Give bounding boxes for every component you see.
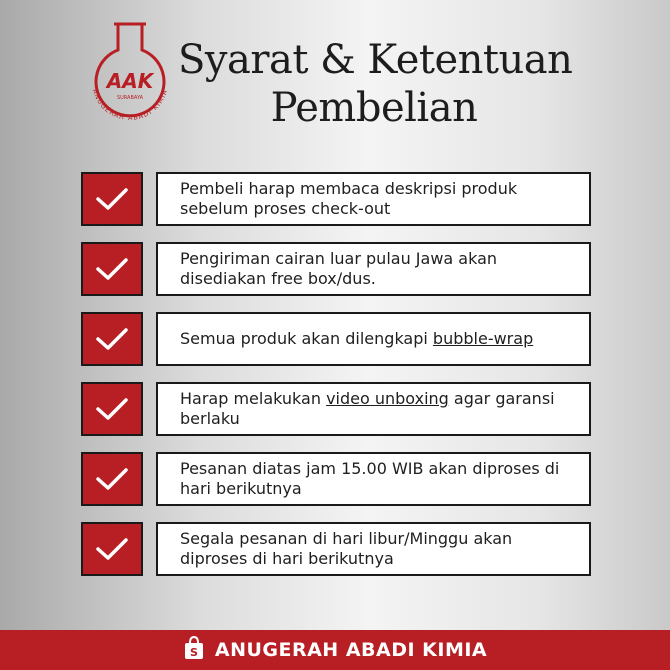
term-text: Harap melakukan video unboxing agar garansi berlaku [180, 389, 555, 428]
term-text-box [156, 382, 591, 436]
term-row [81, 242, 591, 296]
term-text-box [156, 312, 591, 366]
term-text-box [156, 172, 591, 226]
brand-logo [82, 20, 178, 132]
term-text-box [156, 242, 591, 296]
underlined-term: bubble-wrap [432, 329, 534, 348]
terms-list [81, 172, 591, 592]
checkmark-icon [81, 242, 143, 296]
term-text-box [156, 452, 591, 506]
term-row [81, 382, 591, 436]
term-row [81, 522, 591, 576]
term-text: Segala pesanan di hari libur/Minggu akan diproses di hari berikutnya [180, 529, 513, 568]
checkmark-icon [81, 522, 143, 576]
logo-city: SURABAYA [116, 95, 144, 101]
term-row [81, 452, 591, 506]
title-line-2: Pembelian [270, 85, 478, 131]
underlined-term: video unboxing [326, 389, 449, 408]
checkmark-icon [81, 382, 143, 436]
term-text-box [156, 522, 591, 576]
title-line-1: Syarat & Ketentuan [178, 37, 573, 83]
term-row [81, 172, 591, 226]
checkmark-icon [81, 172, 143, 226]
checkmark-icon [81, 312, 143, 366]
logo-ring-text: ANUGERAH ABADI KIMIA [90, 88, 170, 123]
svg-text:S: S [189, 646, 198, 659]
term-text: Pesanan diatas jam 15.00 WIB akan diproses di hari berikutnya [180, 459, 560, 498]
footer-banner [0, 630, 670, 670]
svg-text:ANUGERAH ABADI KIMIA [91, 88, 169, 122]
logo-mark: AAK [106, 69, 154, 93]
page-title [178, 36, 573, 132]
term-text: Semua produk akan dilengkapi bubble-wrap [180, 329, 534, 348]
shopping-bag-icon [183, 636, 205, 664]
footer-brand: ANUGERAH ABADI KIMIA [214, 639, 488, 661]
term-row [81, 312, 591, 366]
term-text: Pembeli harap membaca deskripsi produk sebelum proses check-out [180, 179, 518, 218]
term-text: Pengiriman cairan luar pulau Jawa akan disediakan free box/dus. [180, 249, 498, 288]
checkmark-icon [81, 452, 143, 506]
